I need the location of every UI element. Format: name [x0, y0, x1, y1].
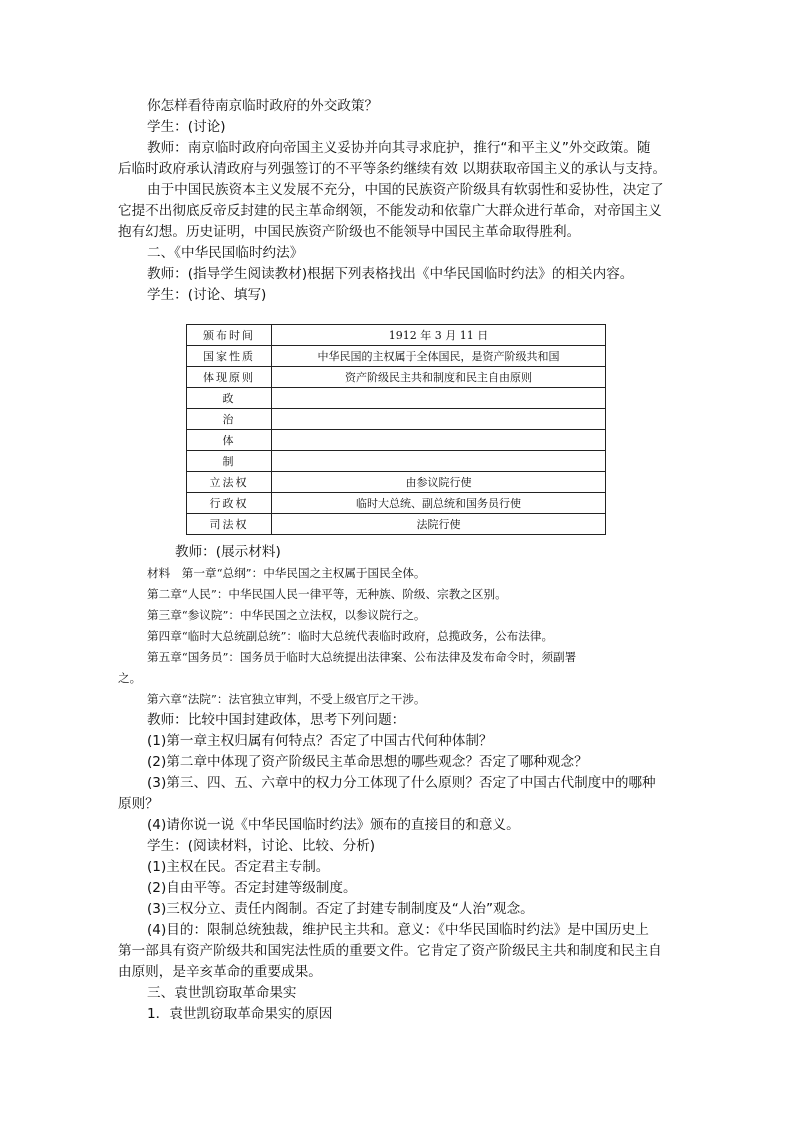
row-label: 司法权	[187, 514, 272, 535]
sub-heading: 1．袁世凯窃取革命果实的原因	[147, 1006, 333, 1022]
material-item: 第五章“国务员”：国务员于临时大总统提出法律案、公布法律及发布命令时，须副署	[147, 650, 577, 664]
row-label: 制	[187, 451, 272, 472]
row-label: 行政权	[187, 493, 272, 514]
row-label: 立法权	[187, 472, 272, 493]
table-row	[187, 409, 606, 430]
student-line: 学生：(讨论、填写)	[147, 287, 267, 303]
answer-item: (4)目的：限制总统独裁，维护民主共和。意义：《中华民国临时约法》是中国历史上	[147, 922, 649, 938]
row-value	[272, 430, 606, 451]
material-item: 第六章“法院”：法官独立审判，不受上级官厅之干涉。	[147, 692, 426, 706]
material-item: 第四章“临时大总统副总统”：临时大总统代表临时政府，总揽政务，公布法律。	[147, 629, 554, 643]
teacher-instruction: 教师：(指导学生阅读教材)根据下列表格找出《中华民国临时约法》的相关内容。	[147, 266, 634, 282]
table-row	[187, 451, 606, 472]
row-label: 政	[187, 388, 272, 409]
row-value: 由参议院行使	[272, 472, 606, 493]
answer-item: (2)自由平等。否定封建等级制度。	[147, 880, 357, 896]
row-value: 法院行使	[272, 514, 606, 535]
question-item: (3)第三、四、五、六章中的权力分工体现了什么原则？否定了中国古代制度中的哪种	[147, 775, 656, 791]
row-value: 中华民国的主权属于全体国民，是资产阶级共和国	[272, 346, 606, 367]
answer-item-cont: 第一部具有资产阶级共和国宪法性质的重要文件。它肯定了资产阶级民主共和制度和民主自	[118, 943, 662, 959]
section-heading: 三、袁世凯窃取革命果实	[147, 985, 297, 1001]
row-value	[272, 409, 606, 430]
section-heading: 二、《中华民国临时约法》	[147, 245, 304, 261]
material-item: 材料 第一章“总纲”：中华民国之主权属于国民全体。	[147, 566, 426, 580]
table-row	[187, 367, 606, 388]
student-line: 学生：(阅读材料，讨论、比较、分析)	[147, 838, 376, 854]
row-label: 体现原则	[187, 367, 272, 388]
row-label: 体	[187, 430, 272, 451]
row-value	[272, 451, 606, 472]
table-row	[187, 430, 606, 451]
row-value: 资产阶级民主共和制度和民主自由原则	[272, 367, 606, 388]
analysis-paragraph-cont: 它提不出彻底反帝反封建的民主革命纲领，不能发动和依靠广大群众进行革命，对帝国主义	[118, 203, 662, 219]
table-row	[187, 472, 606, 493]
table-row	[187, 493, 606, 514]
table-row	[187, 346, 606, 367]
student-line: 学生：(讨论)	[147, 119, 226, 135]
answer-item: (3)三权分立、责任内阁制。否定了封建专制制度及“人治”观念。	[147, 901, 534, 917]
row-value: 临时大总统、副总统和国务员行使	[272, 493, 606, 514]
answer-item-cont: 由原则，是辛亥革命的重要成果。	[118, 964, 322, 980]
material-item: 第三章“参议院”：中华民国之立法权，以参议院行之。	[147, 608, 426, 622]
question-item: (4)请你说一说《中华民国临时约法》颁布的直接目的和意义。	[147, 817, 520, 833]
question-text: 你怎样看待南京临时政府的外交政策？	[147, 98, 379, 114]
row-label: 国家性质	[187, 346, 272, 367]
row-label: 颁布时间	[187, 325, 272, 346]
row-value	[272, 388, 606, 409]
teacher-paragraph: 教师：南京临时政府向帝国主义妥协并向其寻求庇护，推行“和平主义”外交政策。随	[147, 140, 651, 156]
material-item-cont: 之。	[118, 671, 142, 685]
row-label: 治	[187, 409, 272, 430]
question-item-cont: 原则？	[118, 796, 159, 812]
question-item: (2)第二章中体现了资产阶级民主革命思想的哪些观念？否定了哪种观念？	[147, 754, 588, 770]
table-row	[187, 514, 606, 535]
table-row	[187, 325, 606, 346]
teacher-material-line: 教师：(展示材料)	[175, 544, 281, 560]
answer-item: (1)主权在民。否定君主专制。	[147, 859, 330, 875]
row-value: 1912 年 3 月 11 日	[272, 325, 606, 346]
constitution-table	[186, 324, 606, 535]
teacher-paragraph-cont: 后临时政府承认清政府与列强签订的不平等条约继续有效 以期获取帝国主义的承认与支持。	[118, 161, 667, 177]
teacher-question-intro: 教师：比较中国封建政体，思考下列问题：	[147, 712, 406, 728]
analysis-paragraph: 由于中国民族资本主义发展不充分，中国的民族资产阶级具有软弱性和妥协性，决定了	[147, 182, 664, 198]
question-item: (1)第一章主权归属有何特点？否定了中国古代何种体制？	[147, 733, 493, 749]
table-row	[187, 388, 606, 409]
analysis-paragraph-cont: 抱有幻想。历史证明，中国民族资产阶级也不能领导中国民主革命取得胜利。	[118, 224, 581, 240]
material-item: 第二章“人民”：中华民国人民一律平等，无种族、阶级、宗教之区别。	[147, 587, 507, 601]
